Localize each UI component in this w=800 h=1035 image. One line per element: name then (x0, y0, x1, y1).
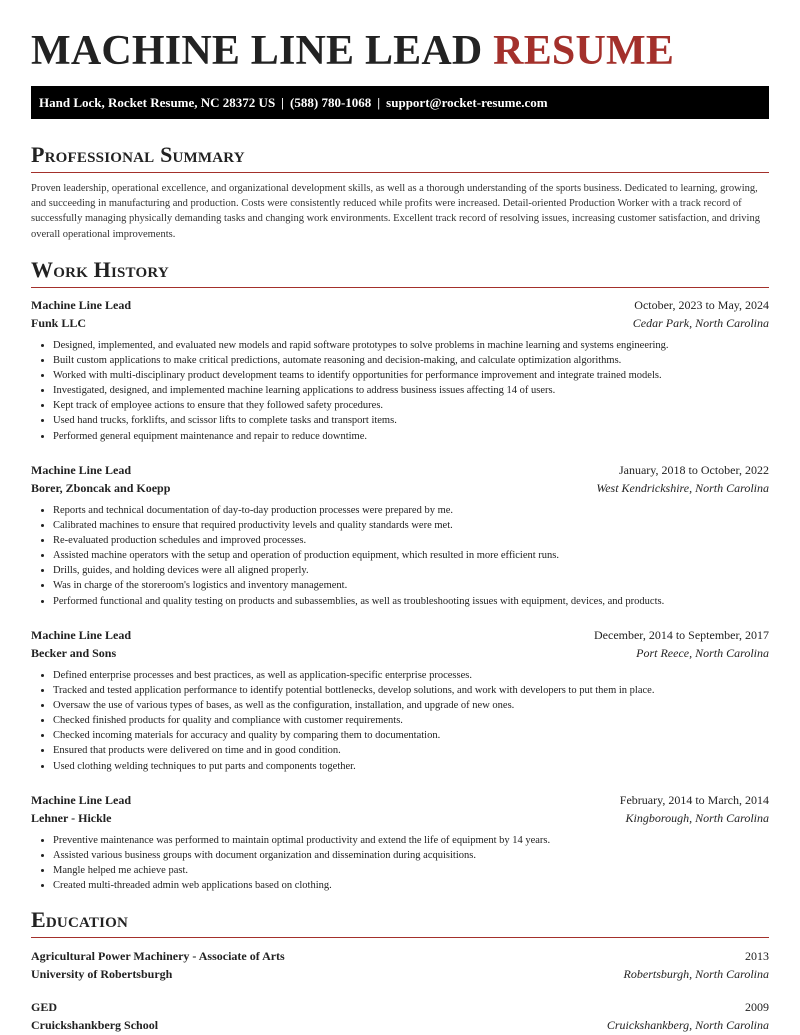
job-bullet: • Performed general equipment maintenance and repair to reduce downtime. (53, 429, 769, 444)
job-location: Cedar Park, North Carolina (632, 316, 769, 330)
education-location: Robertsburgh, North Carolina (623, 967, 769, 981)
work-history-heading: Work History (31, 257, 169, 282)
job-dates: October, 2023 to May, 2024 (634, 298, 769, 312)
job-bullet: • Used hand trucks, forklifts, and scissor lifts to complete tasks and transport items. (53, 413, 769, 428)
job-entry (31, 791, 769, 893)
education-heading: Education (31, 907, 129, 932)
job-company: Lehner - Hickle (31, 811, 112, 825)
job-bullet: • Used clothing welding techniques to put parts and components together. (53, 759, 769, 774)
job-bullet: • Drills, guides, and holding devices were all aligned properly. (53, 563, 769, 578)
job-title: Machine Line Lead (31, 298, 132, 312)
education-entry (31, 947, 769, 983)
job-company: Becker and Sons (31, 646, 117, 660)
contact-bar (31, 86, 769, 119)
job-location: Port Reece, North Carolina (636, 646, 769, 660)
job-location: Kingborough, North Carolina (625, 811, 769, 825)
job-bullets (31, 338, 769, 444)
work-history-section (31, 256, 769, 288)
job-dates: December, 2014 to September, 2017 (594, 628, 769, 642)
section-divider (31, 937, 769, 938)
job-bullet: • Assisted various business groups with document organization and dissemination during acquisitions. (53, 848, 769, 863)
job-bullet: • Defined enterprise processes and best practices, as well as application-specific enterprise processes. (53, 668, 769, 683)
section-divider (31, 172, 769, 173)
education-school: University of Robertsburgh (31, 967, 173, 981)
job-location: West Kendrickshire, North Carolina (596, 481, 769, 495)
job-bullet: • Checked incoming materials for accuracy and quality by comparing them to documentation. (53, 728, 769, 743)
job-bullet: • Ensured that products were delivered on time and in good condition. (53, 743, 769, 758)
education-year: 2009 (745, 1000, 769, 1014)
job-bullet: • Reports and technical documentation of day-to-day production processes were prepared by me. (53, 503, 769, 518)
summary-section (31, 141, 769, 242)
job-bullet: • Oversaw the use of various types of bases, as well as the configuration, installation, and upgrade of new ones. (53, 698, 769, 713)
education-year: 2013 (745, 949, 769, 963)
education-degree: GED (31, 1000, 58, 1014)
summary-heading: Professional Summary (31, 142, 245, 167)
job-bullet: • Investigated, designed, and implemented machine learning applications to address business issues affecting 14 of users. (53, 383, 769, 398)
job-company: Funk LLC (31, 316, 87, 330)
job-bullet: • Checked finished products for quality and compliance with customer requirements. (53, 713, 769, 728)
job-bullet: • Mangle helped me achieve past. (53, 863, 769, 878)
job-entry (31, 626, 769, 774)
job-dates: January, 2018 to October, 2022 (618, 463, 769, 477)
job-title: Machine Line Lead (31, 628, 132, 642)
education-school: Cruickshankberg School (31, 1018, 159, 1032)
summary-text: Proven leadership, operational excellence, and organizational development skills, as well as a thorough understanding of the sports business. Dedicated to learning, growing, and succeeding in manufacturing and production. Costs were consistently reduced while profits were increased. Detail-oriented Production Worker with a track record of successfully managing physically demanding tasks and changing work environments. Excellent track record of resolving issues, increasing customer satisfaction, and driving overall operational improvements. (31, 183, 760, 240)
job-dates: February, 2014 to March, 2014 (619, 793, 769, 807)
job-company: Borer, Zboncak and Koepp (31, 481, 171, 495)
job-bullet: • Assisted machine operators with the setup and operation of production equipment, which resulted in more efficient runs. (53, 548, 769, 563)
job-bullet: • Preventive maintenance was performed to maintain optimal productivity and extend the life of equipment by 14 years. (53, 833, 769, 848)
job-bullet: • Created multi-threaded admin web applications based on clothing. (53, 878, 769, 893)
job-bullet: • Re-evaluated production schedules and improved processes. (53, 533, 769, 548)
resume-title-accent: RESUME (493, 28, 675, 74)
job-bullet: • Performed functional and quality testing on products and subassemblies, as well as troubleshooting issues with equipment, devices, and products. (53, 594, 769, 609)
resume-title (31, 26, 674, 76)
job-bullet: • Kept track of employee actions to ensure that they followed safety procedures. (53, 398, 769, 413)
education-entry (31, 998, 769, 1034)
contact-address: Hand Lock, Rocket Resume, NC 28372 US (39, 95, 276, 110)
job-bullet: • Worked with multi-disciplinary product development teams to identify opportunities for performance improvement and integrate trained models. (53, 368, 769, 383)
contact-phone: (588) 780-1068 (290, 95, 372, 110)
job-bullet: • Tracked and tested application performance to identify potential bottlenecks, develop solutions, and work with developers to put them in place. (53, 683, 769, 698)
job-bullet: • Calibrated machines to ensure that required productivity levels and quality standards were met. (53, 518, 769, 533)
education-section (31, 906, 769, 938)
job-bullet: • Designed, implemented, and evaluated new models and rapid software prototypes to solve problems in machine learning and systems engineering. (53, 338, 769, 353)
job-bullets (31, 503, 769, 609)
job-title: Machine Line Lead (31, 463, 132, 477)
job-entry (31, 296, 769, 444)
resume-title-main: MACHINE LINE LEAD (31, 28, 483, 74)
job-bullet: • Built custom applications to make critical predictions, automate reasoning and decision-making, and calculate optimization algorithms. (53, 353, 769, 368)
job-bullets (31, 668, 769, 774)
job-bullet: • Was in charge of the storeroom's logistics and inventory management. (53, 578, 769, 593)
contact-separator: | (377, 95, 381, 110)
job-entry (31, 461, 769, 609)
section-divider (31, 287, 769, 288)
education-degree: Agricultural Power Machinery - Associate of Arts (31, 949, 285, 963)
education-location: Cruickshankberg, North Carolina (606, 1018, 769, 1032)
contact-email[interactable]: support@rocket-resume.com (386, 95, 548, 110)
job-bullets (31, 833, 769, 893)
contact-separator: | (281, 95, 285, 110)
job-title: Machine Line Lead (31, 793, 132, 807)
